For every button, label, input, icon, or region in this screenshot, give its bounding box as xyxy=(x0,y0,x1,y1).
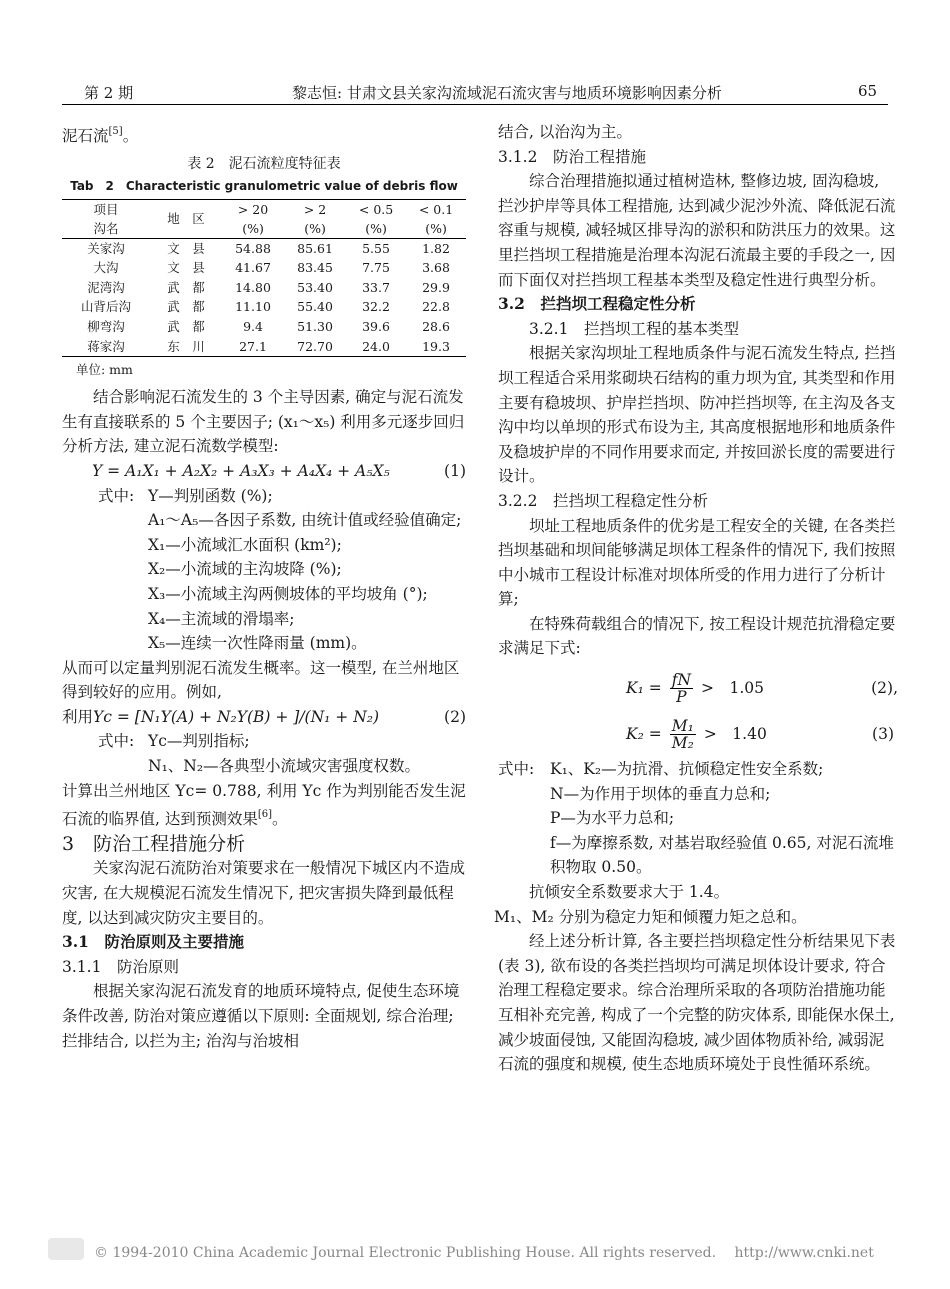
table-cell: 27.1 xyxy=(239,338,267,354)
cnki-logo-icon xyxy=(48,1238,84,1260)
table-cell: 1.82 xyxy=(422,240,450,256)
section-3-1-heading: 3.1 防治原则及主要措施 xyxy=(62,932,244,952)
table-cell: 28.6 xyxy=(422,318,450,334)
def-item: f—为摩擦系数, 对基岩取经验值 0.65, 对泥石流堆积物取 0.50。 xyxy=(550,833,894,877)
table-cell: 泥湾沟 xyxy=(87,279,125,295)
table-row xyxy=(62,317,466,337)
where-label-right: 式中: xyxy=(498,760,535,779)
table-cell: 东 川 xyxy=(167,338,205,354)
paragraph-dam-types: 根据关家沟坝址工程地质条件与泥石流发生特点, 拦挡坝工程适合采用浆砌块石结构的重力坝为宜, 其类型和作用主要有稳坡坝、护岸拦挡坝、防冲拦挡坝等, 在主沟及各支沟中均以单坝的形式布设为主, 其高度根据地形和地质条件及稳坡护岸的不同作用要求而定, 并按回淤长度的需要进行设计。 xyxy=(498,344,896,486)
paragraph-lanzhou: 从而可以定量判别泥石流发生概率。这一模型, 在兰州地区得到较好的应用。例如, xyxy=(62,658,460,702)
paragraph-model-intro: 结合影响泥石流发生的 3 个主导因素, 确定与泥石流发生有直接联系的 5 个主要因子; (x₁～x₅) 利用多元逐步回归分析方法, 建立泥石流数学模型: xyxy=(62,388,465,456)
def-item: P—为水平力总和; xyxy=(550,809,675,828)
table-unit-note: 单位: mm xyxy=(76,362,133,378)
table-cell: 大沟 xyxy=(93,260,119,276)
table-cell: 武 都 xyxy=(167,299,205,315)
table-cell: 83.45 xyxy=(297,260,333,276)
table-body xyxy=(62,238,466,357)
table-cell: 3.68 xyxy=(422,260,450,276)
def-item: A₁～A₅—各因子系数, 由统计值或经验值确定; xyxy=(148,511,462,530)
table-cell: 19.3 xyxy=(422,338,450,354)
definitions-1 xyxy=(62,484,466,656)
definitions-right xyxy=(498,757,898,880)
left-top-line: 泥石流[5]。 xyxy=(62,126,139,145)
table-cell: 32.2 xyxy=(362,299,390,315)
table-cell: 22.8 xyxy=(422,299,450,315)
def-item: X₄—主流域的滑塌率; xyxy=(148,609,295,628)
equation-2-left: 利用Yc = [N₁Y(A) + N₂Y(B) + ]/(N₁ + N₂) (2) xyxy=(62,707,466,726)
def-item: N₁、N₂—各典型小流域灾害强度权数。 xyxy=(148,757,421,776)
copyright-footer: © 1994-2010 China Academic Journal Electronic Publishing House. All rights reserved. http://www.cnki.net xyxy=(94,1245,874,1261)
def-item: N—为作用于坝体的垂直力总和; xyxy=(550,784,771,803)
table-cell: 柳弯沟 xyxy=(87,318,125,334)
table-row xyxy=(62,337,466,357)
page-number: 65 xyxy=(858,82,878,100)
section-3-heading: 3 防治工程措施分析 xyxy=(62,832,246,855)
table-2 xyxy=(62,199,466,358)
table-cell: 7.75 xyxy=(362,260,390,276)
table-head-col-1: > 20 (%) xyxy=(237,201,269,236)
table-cell: 武 都 xyxy=(167,279,205,295)
table-cell: 14.80 xyxy=(235,279,271,295)
table-row xyxy=(62,258,466,278)
def-item: X₃—小流域主沟两侧坡体的平均坡角 (°); xyxy=(148,584,428,603)
paragraph-countermeasures: 关家沟泥石流防治对策要求在一般情况下城区内不造成灾害, 在大规模泥石流发生情况下, 把灾害损失降到最低程度, 以达到减灾防灾主要目的。 xyxy=(62,859,466,927)
table-cell: 85.61 xyxy=(297,240,333,256)
table-cell: 55.40 xyxy=(297,299,333,315)
section-3-2-heading: 3.2 拦挡坝工程稳定性分析 xyxy=(498,294,696,314)
paragraph-site-conditions: 坝址工程地质条件的优劣是工程安全的关键, 在各类拦挡坝基础和坝间能够满足坝体工程条件的情况下, 我们按照中小城市工程设计标准对坝体所受的作用力进行了分析计算; xyxy=(498,516,896,609)
paragraph-load-combination: 在特殊荷载组合的情况下, 按工程设计规范抗滑稳定要求满足下式: xyxy=(498,614,896,658)
def-item: X₁—小流域汇水面积 (km²); xyxy=(148,535,342,554)
table-cell: 5.55 xyxy=(362,240,390,256)
table-cell: 蒋家沟 xyxy=(87,338,125,354)
def-item: Y—判别函数 (%); xyxy=(148,486,273,505)
table-head-col-3: < 0.5 (%) xyxy=(358,201,394,236)
table-cell: 54.88 xyxy=(235,240,271,256)
table-row xyxy=(62,297,466,317)
equation-k2: K₂ = $\frac{\text{M₁}}{\text{M₂}}$ > 1.40 (3) xyxy=(626,716,894,752)
left-column xyxy=(62,120,466,1053)
running-title: 黎志恒: 甘肃文县关家沟流域泥石流灾害与地质环境影响因素分析 xyxy=(292,84,722,102)
def-item: X₅—连续一次性降雨量 (mm)。 xyxy=(148,634,367,653)
paragraph-measures: 综合治理措施拟通过植树造林, 整修边坡, 固沟稳坡, 拦沙护岸等具体工程措施, 达到减少泥沙外流、降低泥石流容重与规模, 减轻城区排导沟的淤积和防洪压力的效果。这里拦挡坝工程措施是治理本沟泥石流最主要的手段之一, 因而下面仅对拦挡坝工程基本类型及稳定性进行典型分析。 xyxy=(498,172,896,289)
paragraph-moments: M₁、M₂ 分别为稳定力矩和倾覆力矩之总和。 xyxy=(494,907,807,926)
table-cell: 关家沟 xyxy=(87,240,125,256)
table-cell: 33.7 xyxy=(362,279,390,295)
table2-caption-cn: 表 2 泥石流粒度特征表 xyxy=(187,155,341,172)
table-cell: 山背后沟 xyxy=(80,299,131,315)
table-cell: 9.4 xyxy=(243,318,263,334)
def-item: K₁、K₂—为抗滑、抗倾稳定性安全系数; xyxy=(550,760,824,779)
table-cell: 文 县 xyxy=(167,260,205,276)
table-head-col-4: < 0.1 (%) xyxy=(418,201,454,236)
paragraph-principles: 根据关家沟泥石流发育的地质环境特点, 促使生态环境条件改善, 防治对策应遵循以下原则: 全面规划, 综合治理; 拦排结合, 以拦为主; 治沟与治坡相 xyxy=(62,982,460,1050)
equation-1: Y = A₁X₁ + A₂X₂ + A₃X₃ + A₄X₄ + A₅X₅ (1) xyxy=(92,461,466,480)
table-cell: 24.0 xyxy=(362,338,390,354)
where-label-2: 式中: xyxy=(98,732,135,751)
table-head-region: 地 区 xyxy=(167,211,205,227)
section-3-1-2-heading: 3.1.2 防治工程措施 xyxy=(498,147,646,166)
table-cell: 39.6 xyxy=(362,318,390,334)
section-3-2-2-heading: 3.2.2 拦挡坝工程稳定性分析 xyxy=(498,491,708,510)
section-3-2-1-heading: 3.2.1 拦挡坝工程的基本类型 xyxy=(529,319,739,338)
table-cell: 41.67 xyxy=(235,260,271,276)
table-row xyxy=(62,278,466,298)
paragraph-conclusion: 经上述分析计算, 各主要拦挡坝稳定性分析结果见下表 (表 3), 欲布设的各类拦挡坝均可满足坝体设计要求, 符合治理工程稳定要求。综合治理所采取的各项防治措施功能互相补充完善, 构成了一个完整的防灾体系, 即能保水保土, 减少坡面侵蚀, 又能固沟稳坡, 减少固体物质补给, 减弱泥石流的强度和规模, 使生态地质环境处于良性循环系统。 xyxy=(498,932,896,1074)
paragraph-overturn: 抗倾安全系数要求大于 1.4。 xyxy=(529,883,730,902)
table-cell: 51.30 xyxy=(297,318,333,334)
table-head-col-2: > 2 (%) xyxy=(303,201,327,236)
table-row xyxy=(62,238,466,258)
paragraph-yc: 计算出兰州地区 Yc= 0.788, 利用 Yc 作为判别能否发生泥石流的临界值, 达到预测效果[6]。 xyxy=(62,781,466,829)
equation-k1: K₁ = $\frac{fN}{P}$ > 1.05 (2), xyxy=(626,670,898,706)
def-item: Yc—判别指标; xyxy=(148,732,250,751)
table-cell: 11.10 xyxy=(235,299,271,315)
issue-number: 第 2 期 xyxy=(84,84,134,102)
table-cell: 72.70 xyxy=(297,338,333,354)
section-3-1-1-heading: 3.1.1 防治原则 xyxy=(62,957,179,976)
table2-caption-en: Tab 2 Characteristic granulometric value of debris flow xyxy=(70,178,458,193)
right-continuation: 结合, 以治沟为主。 xyxy=(498,123,632,141)
table-head-corner: 项目 沟名 xyxy=(93,201,119,236)
table-cell: 武 都 xyxy=(167,318,205,334)
header-rule xyxy=(62,104,888,105)
table-cell: 53.40 xyxy=(297,279,333,295)
def-item: X₂—小流域的主沟坡降 (%); xyxy=(148,560,342,579)
table-cell: 29.9 xyxy=(422,279,450,295)
table-cell: 文 县 xyxy=(167,240,205,256)
right-column xyxy=(494,120,898,1077)
where-label-1: 式中: xyxy=(98,486,135,505)
